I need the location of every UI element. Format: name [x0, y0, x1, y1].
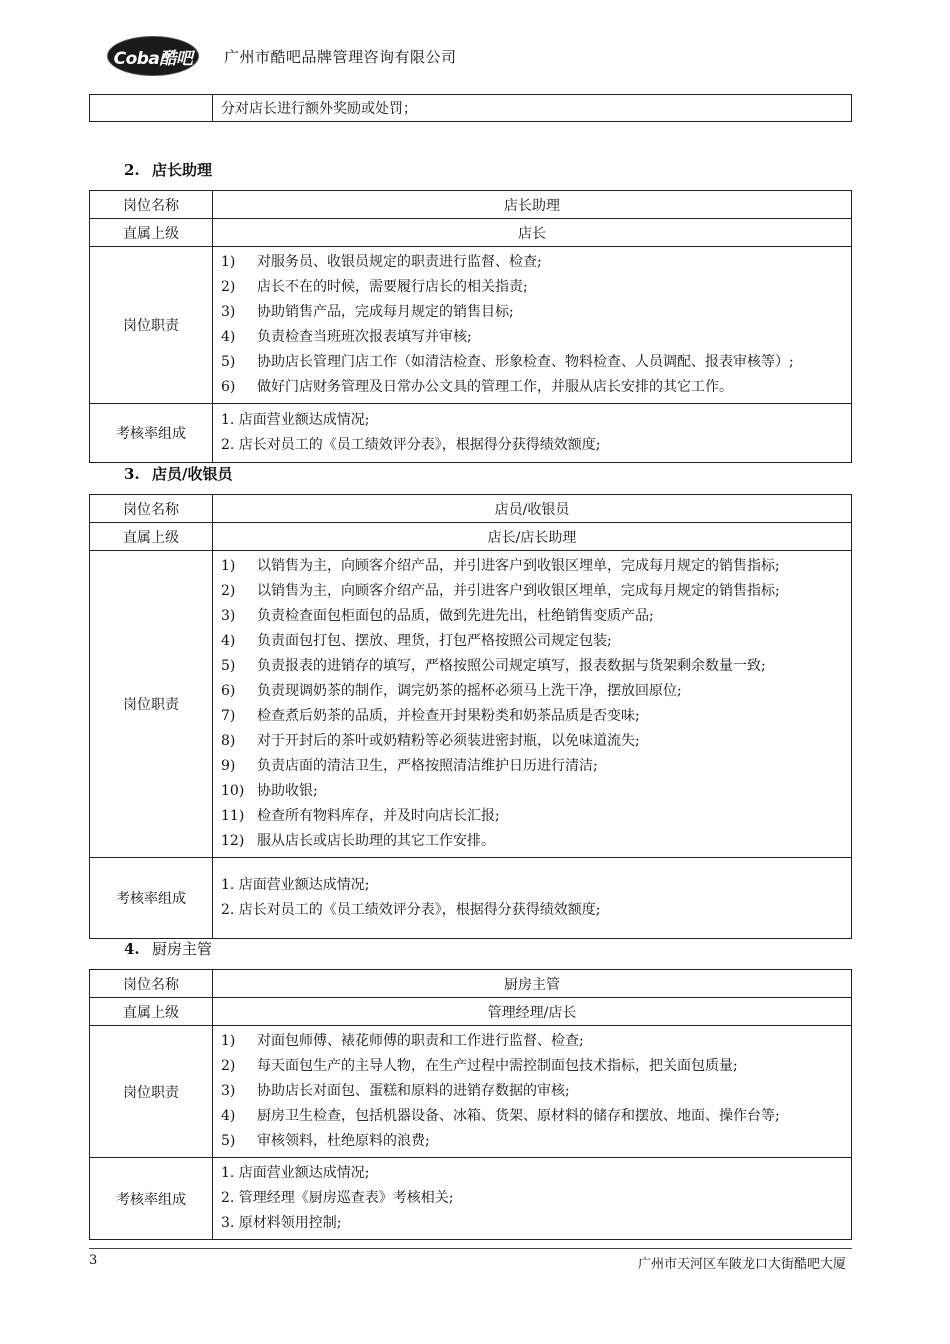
table-kitchen-supervisor	[89, 969, 852, 1240]
list-item: 1) 对面包师傅、裱花师傅的职责和工作进行监督、检查;	[221, 1033, 584, 1049]
duties-list	[213, 247, 852, 404]
value-supervisor: 店长	[213, 219, 852, 247]
list-item: 1) 以销售为主，向顾客介绍产品，并引进客户到收银区埋单，完成每月规定的销售指标;	[221, 558, 780, 574]
duties-list	[213, 1026, 852, 1158]
list-item: 12) 服从店长或店长助理的其它工作安排。	[221, 833, 495, 849]
assessment-list	[213, 404, 852, 463]
list-item: 5) 负责报表的进销存的填写，严格按照公司规定填写，报表数据与货架剩余数量一致;	[221, 658, 766, 674]
list-item: 6) 负责现调奶茶的制作，调完奶茶的摇杯必须马上洗干净，摆放回原位;	[221, 683, 682, 699]
page-number: 3	[89, 1253, 98, 1268]
label-duties: 岗位职责	[90, 551, 213, 858]
list-item: 10) 协助收银;	[221, 783, 318, 799]
value-position-name: 店员/收银员	[213, 495, 852, 523]
section-title-clerk-cashier: 3. 店员/收银员	[124, 465, 233, 483]
continuation-text: 分对店长进行额外奖励或处罚；	[221, 101, 417, 117]
page-footer	[89, 1248, 852, 1272]
list-item: 1. 店面营业额达成情况;	[221, 1165, 370, 1181]
list-item: 1. 店面营业额达成情况;	[221, 877, 370, 893]
label-position-name: 岗位名称	[90, 191, 213, 219]
list-item: 1) 对服务员、收银员规定的职责进行监督、检查;	[221, 254, 542, 270]
list-item: 2. 管理经理《厨房巡查表》考核相关;	[221, 1190, 454, 1206]
value-supervisor: 管理经理/店长	[213, 998, 852, 1026]
label-duties: 岗位职责	[90, 1026, 213, 1158]
value-position-name: 店长助理	[213, 191, 852, 219]
duties-list	[213, 551, 852, 858]
label-supervisor: 直属上级	[90, 219, 213, 247]
table-assistant-manager	[89, 190, 852, 463]
label-supervisor: 直属上级	[90, 998, 213, 1026]
list-item: 2) 以销售为主，向顾客介绍产品，并引进客户到收银区埋单，完成每月规定的销售指标;	[221, 583, 780, 599]
list-item: 7) 检查煮后奶茶的品质，并检查开封果粉类和奶茶品质是否变味;	[221, 708, 640, 724]
list-item: 3) 协助店长对面包、蛋糕和原料的进销存数据的审核;	[221, 1083, 570, 1099]
list-item: 5) 审核领料，杜绝原料的浪费;	[221, 1133, 430, 1149]
list-item: 8) 对于开封后的茶叶或奶精粉等必须装进密封瓶，以免味道流失;	[221, 733, 640, 749]
table-clerk-cashier	[89, 494, 852, 939]
value-supervisor: 店长/店长助理	[213, 523, 852, 551]
coba-logo: Coba酷吧	[108, 37, 198, 75]
list-item: 5) 协助店长管理门店工作（如清洁检查、形象检查、物料检查、人员调配、报表审核等）;	[221, 354, 794, 370]
footer-address: 广州市天河区车陂龙口大街酷吧大厦	[637, 1257, 846, 1272]
label-position-name: 岗位名称	[90, 495, 213, 523]
list-item: 2. 店长对员工的《员工绩效评分表》，根据得分获得绩效额度;	[221, 902, 601, 918]
assessment-list	[213, 1158, 852, 1240]
assessment-list	[213, 858, 852, 939]
list-item: 4) 负责检查当班班次报表填写并审核;	[221, 329, 472, 345]
label-assessment: 考核率组成	[90, 858, 213, 939]
label-duties: 岗位职责	[90, 247, 213, 404]
page-header	[108, 36, 457, 76]
list-item: 2) 每天面包生产的主导人物，在生产过程中需控制面包技术指标，把关面包质量;	[221, 1058, 738, 1074]
list-item: 3) 负责检查面包柜面包的品质，做到先进先出，杜绝销售变质产品;	[221, 608, 654, 624]
list-item: 2) 店长不在的时候，需要履行店长的相关指责;	[221, 279, 528, 295]
list-item: 11) 检查所有物料库存，并及时向店长汇报;	[221, 808, 500, 824]
continuation-table	[89, 94, 852, 122]
label-position-name: 岗位名称	[90, 970, 213, 998]
list-item: 1. 店面营业额达成情况;	[221, 412, 370, 428]
value-position-name: 厨房主管	[213, 970, 852, 998]
list-item: 2. 店长对员工的《员工绩效评分表》，根据得分获得绩效额度;	[221, 437, 601, 453]
list-item: 4) 厨房卫生检查，包括机器设备、冰箱、货架、原材料的储存和摆放、地面、操作台等;	[221, 1108, 780, 1124]
label-supervisor: 直属上级	[90, 523, 213, 551]
list-item: 4) 负责面包打包、摆放、理货，打包严格按照公司规定包装;	[221, 633, 612, 649]
list-item: 6) 做好门店财务管理及日常办公文具的管理工作，并服从店长安排的其它工作。	[221, 379, 733, 395]
section-title-kitchen-supervisor: 4. 厨房主管	[124, 940, 213, 958]
company-name: 广州市酷吧品牌管理咨询有限公司	[224, 47, 457, 66]
list-item: 9) 负责店面的清洁卫生，严格按照清洁维护日历进行清洁;	[221, 758, 598, 774]
list-item: 3) 协助销售产品，完成每月规定的销售目标;	[221, 304, 514, 320]
label-assessment: 考核率组成	[90, 1158, 213, 1240]
section-title-assistant-manager: 2. 店长助理	[124, 161, 213, 179]
list-item: 3. 原材料领用控制;	[221, 1215, 342, 1231]
label-assessment: 考核率组成	[90, 404, 213, 463]
